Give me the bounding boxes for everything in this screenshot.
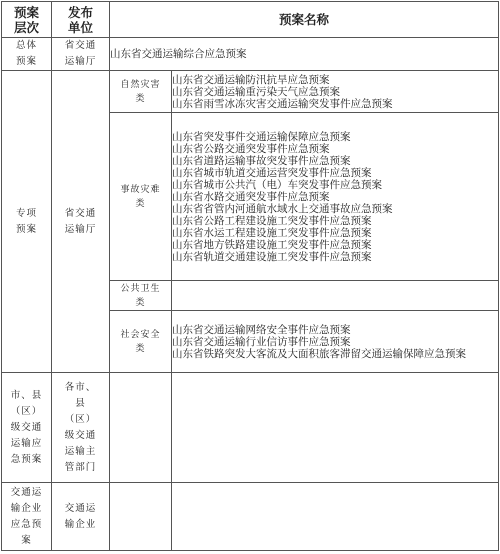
security-plans bbox=[172, 311, 499, 373]
plan-item: 山东省交通运输重污染天气应急预案 bbox=[172, 85, 340, 98]
plan-item: 山东省雨雪冰冻灾害交通运输突发事件应急预案 bbox=[172, 97, 393, 110]
plan-item: 山东省公路交通突发事件应急预案 bbox=[172, 142, 330, 155]
header-row bbox=[2, 2, 499, 38]
overall-unit: 省交通 运输厅 bbox=[52, 38, 110, 71]
plan-item: 山东省城市公共汽（电）车突发事件应急预案 bbox=[172, 178, 382, 191]
plan-item: 山东省轨道交通建设施工突发事件应急预案 bbox=[172, 250, 372, 263]
county-category-empty bbox=[110, 373, 172, 483]
plan-item: 山东省交通运输综合应急预案 bbox=[110, 48, 247, 60]
county-level: 市、县 （区） 级交通 运输应 急预案 bbox=[2, 373, 52, 483]
plans-table-wrapper bbox=[1, 1, 499, 551]
row-enterprise bbox=[2, 483, 499, 551]
category-security: 社会安全 类 bbox=[110, 311, 172, 373]
header-unit: 发布 单位 bbox=[52, 2, 110, 38]
category-accident: 事故灾难 类 bbox=[110, 113, 172, 281]
category-health: 公共卫生 类 bbox=[110, 281, 172, 311]
row-county bbox=[2, 373, 499, 483]
header-level: 预案 层次 bbox=[2, 2, 52, 38]
plan-item: 山东省铁路突发大客流及大面积旅客滞留交通运输保障应急预案 bbox=[172, 347, 466, 360]
plan-item: 山东省交通运输防汛抗旱应急预案 bbox=[172, 73, 330, 86]
county-unit: 各市、 县 （区） 级交通 运输主 管部门 bbox=[52, 373, 110, 483]
plan-item: 山东省水路交通突发事件应急预案 bbox=[172, 190, 330, 203]
overall-level: 总体 预案 bbox=[2, 38, 52, 71]
county-plans-empty bbox=[172, 373, 499, 483]
plan-item: 山东省城市轨道交通运营突发事件应急预案 bbox=[172, 166, 372, 179]
plan-item: 山东省突发事件交通运输保障应急预案 bbox=[172, 130, 351, 143]
special-unit: 省交通 运输厅 bbox=[52, 71, 110, 373]
emergency-plans-table bbox=[1, 1, 499, 551]
enterprise-unit: 交通运 输企业 bbox=[52, 483, 110, 551]
plan-item: 山东省道路运输事故突发事件应急预案 bbox=[172, 154, 351, 167]
category-natural: 自然灾害 类 bbox=[110, 71, 172, 113]
row-natural bbox=[2, 71, 499, 113]
special-level: 专项 预案 bbox=[2, 71, 52, 373]
enterprise-level: 交通运 输企业 应急预 案 bbox=[2, 483, 52, 551]
plan-item: 山东省公路工程建设施工突发事件应急预案 bbox=[172, 214, 372, 227]
accident-plans bbox=[172, 113, 499, 281]
enterprise-plans-empty bbox=[172, 483, 499, 551]
natural-plans bbox=[172, 71, 499, 113]
row-overall bbox=[2, 38, 499, 71]
overall-plans bbox=[110, 38, 499, 71]
enterprise-category-empty bbox=[110, 483, 172, 551]
header-plan-name: 预案名称 bbox=[110, 2, 499, 38]
health-plans bbox=[172, 281, 499, 311]
plan-item: 山东省水运工程建设施工突发事件应急预案 bbox=[172, 226, 372, 239]
plan-item: 山东省省管内河通航水域水上交通事故应急预案 bbox=[172, 202, 393, 215]
plan-item: 山东省交通运输网络安全事件应急预案 bbox=[172, 323, 351, 336]
plan-item: 山东省交通运输行业信访事件应急预案 bbox=[172, 335, 351, 348]
plan-item: 山东省地方铁路建设施工突发事件应急预案 bbox=[172, 238, 372, 251]
